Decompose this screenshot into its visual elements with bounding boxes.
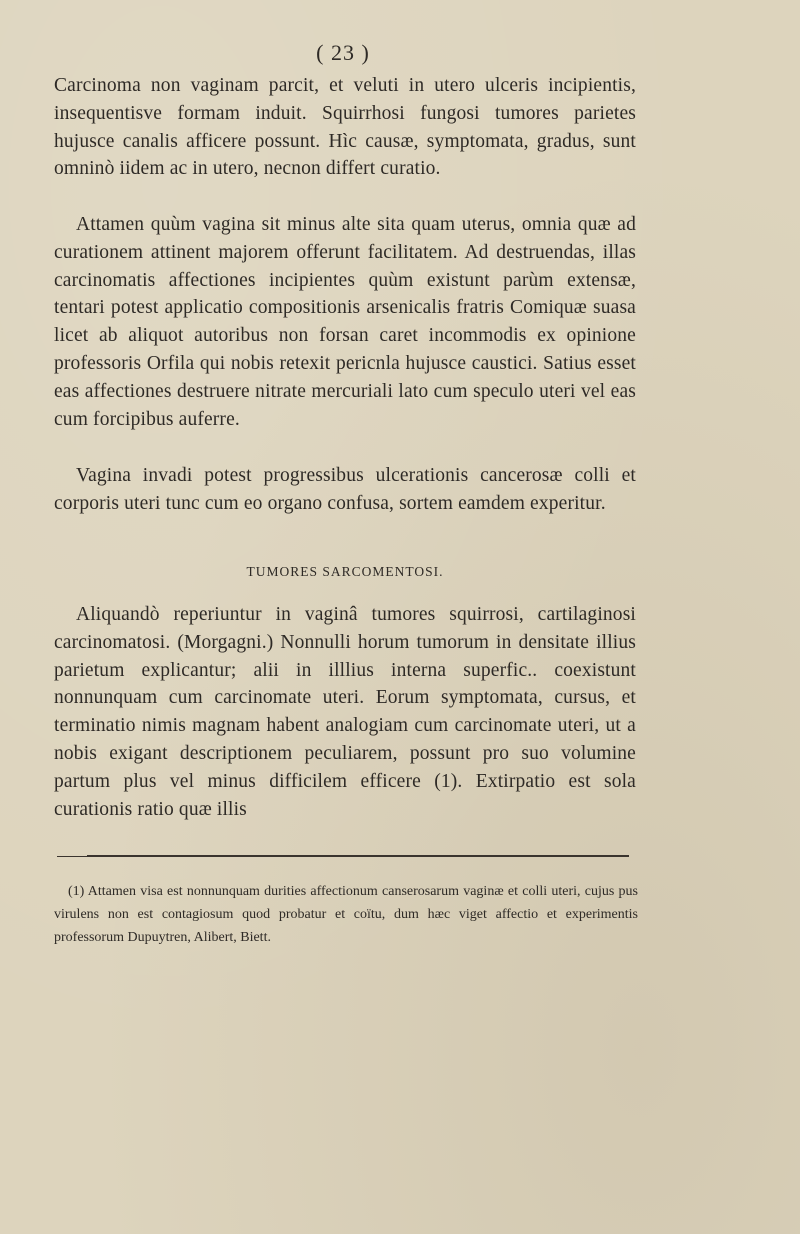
section-heading: TUMORES SARCOMENTOSI.	[246, 564, 444, 579]
paragraph-text: Aliquandò reperiuntur in vaginâ tumores squirrosi, cartilaginosi carcinomatosi. (Morgagni.) Nonnulli horum tumorum in densitate illius parietum explicantur; alii in illlius interna superfic.. coexistunt nonnunquam cum carcinomate uteri. Eorum symptomata, cursus, et terminatio nimis magnam habent analogiam cum carcinomate uteri, ut a nobis exigant descriptionem peculiarem, possunt pro suo volumine partum plus vel minus difficilem efficere (1). Extirpatio est sola curationis ratio quæ illis	[54, 604, 636, 820]
page-number: ( 23 )	[316, 40, 370, 65]
paragraph-text: Carcinoma non vaginam parcit, et veluti in utero ulceris incipientis, insequentisve formam induit. Squirrhosi fungosi tumores parietes hujusce canalis afficere possunt. Hìc causæ, symptomata, gradus, sunt omninò iidem ac in utero, necnon differt curatio.	[54, 75, 636, 180]
paragraph-vagina	[54, 462, 636, 518]
paragraph-text: Attamen quùm vagina sit minus alte sita quam uterus, omnia quæ ad curationem attinent majorem offerunt facilitatem. Ad destruendas, illas carcinomatis affectiones incipientes quùm existunt parùm extensæ, tentari potest applicatio compositionis arsenicalis fratris Comiquæ suasa licet ab aliquot autoribus non forsan caret incommodis ex opinione professoris Orfila qui nobis retexit pericnla hujusce caustici. Satius esset eas affectiones destruere nitrate mercuriali lato cum speculo uteri vel eas cum forcipibus auferre.	[54, 214, 636, 430]
paragraph-text: Vagina invadi potest progressibus ulcerationis cancerosæ colli et corporis uteri tunc cum eo organo confusa, sortem eamdem experitur.	[54, 465, 636, 514]
paragraph-aliquando	[54, 601, 636, 823]
footnote	[54, 880, 638, 949]
paragraph-carcinoma	[54, 72, 636, 183]
paragraph-attamen	[54, 211, 636, 433]
footnote-text: (1) Attamen visa est nonnunquam durities affectionum canserosarum vaginæ et colli uteri, cujus pus virulens non est contagiosum quod probatur et coïtu, dum hæc viget affectio et experimentis professorum Dupuytren, Alibert, Biett.	[54, 884, 638, 945]
footnote-divider	[57, 855, 629, 857]
